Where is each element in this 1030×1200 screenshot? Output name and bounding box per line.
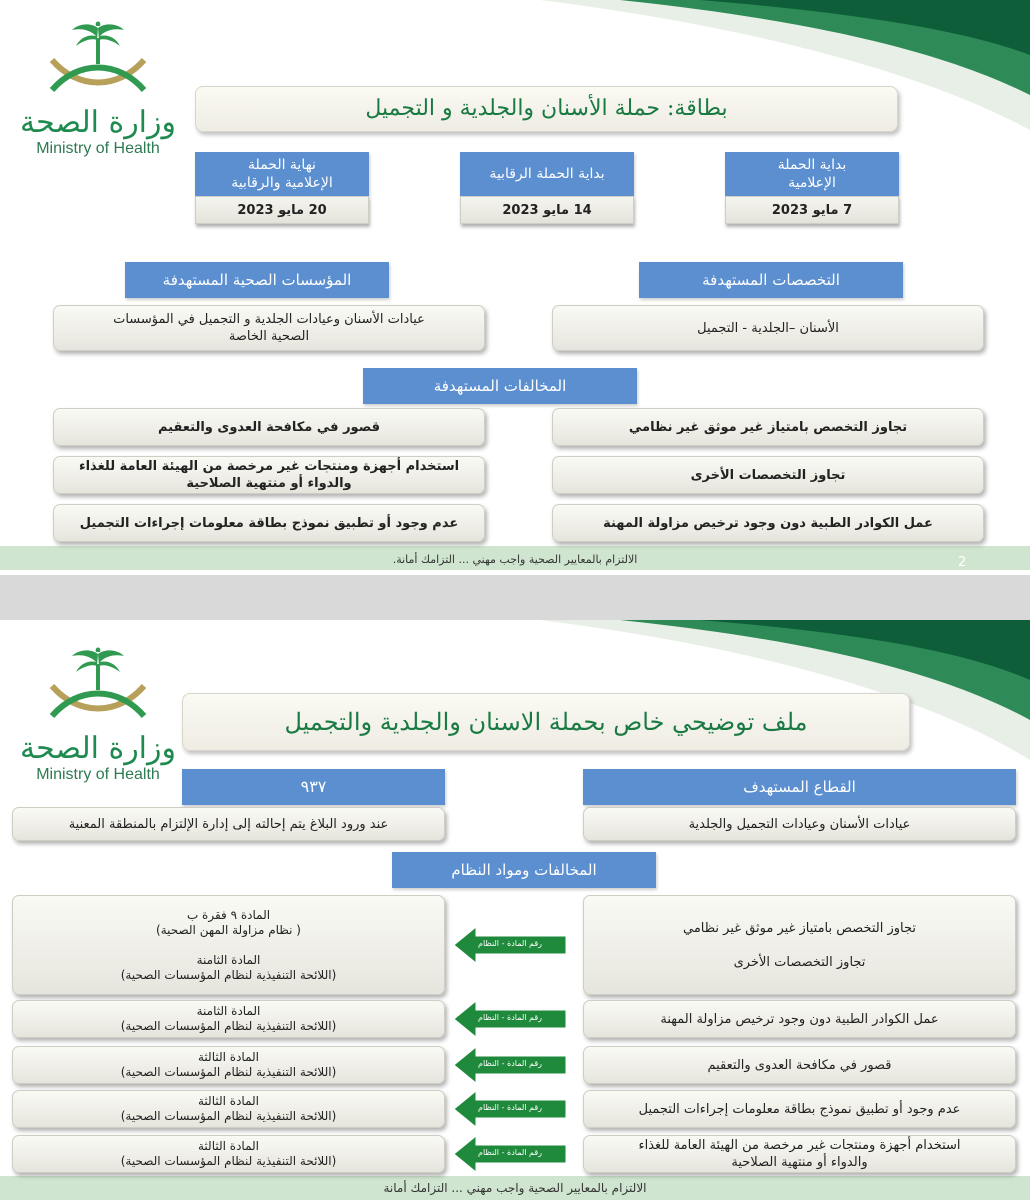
- target-sector-value: عيادات الأسنان وعيادات التجميل والجلدية: [583, 807, 1016, 841]
- footer-slogan: الالتزام بالمعايير الصحية واجب مهني ... التزامك أمانة.: [392, 553, 638, 566]
- target-facilities-line: عيادات الأسنان وعيادات الجلدية و التجميل في المؤسسات: [113, 312, 425, 327]
- target-facilities-lines: [113, 311, 425, 345]
- article-item-line: المادة الثامنة: [196, 952, 261, 967]
- violation-item: [53, 456, 485, 494]
- campaign-date-label: [725, 152, 899, 196]
- violation-item: [552, 456, 984, 494]
- target-facilities-line: الصحية الخاصة: [228, 329, 310, 344]
- article-item-line: المادة الثالثة: [197, 1094, 259, 1108]
- violation-item-line: تجاوز التخصص بامتياز غير موثق غير نظامي: [628, 419, 908, 435]
- article-item-lines: [121, 1004, 337, 1034]
- article-item-line: (اللائحة التنفيذية لنظام المؤسسات الصحية): [120, 1019, 337, 1033]
- logo-english-text: Ministry of Health: [36, 766, 160, 783]
- palm-swords-logo-icon: [38, 20, 158, 100]
- violation-item-lines: [638, 1137, 960, 1171]
- moh-logo: [18, 20, 178, 158]
- article-item-line: المادة الثامنة: [196, 1004, 261, 1018]
- campaign-date-label-lines: [231, 156, 333, 192]
- page-number: 2: [958, 555, 967, 570]
- palm-swords-logo-icon: [38, 646, 158, 726]
- violation-item-lines: [660, 1011, 938, 1028]
- slide-explanatory-file: [0, 620, 1030, 1200]
- violation-item-lines: [629, 419, 907, 436]
- slide-gap: [0, 575, 1030, 620]
- logo-english-text: Ministry of Health: [36, 140, 160, 157]
- violation-item-lines: [707, 1057, 891, 1074]
- article-item: [12, 1090, 445, 1128]
- footer-bar: [0, 1176, 1030, 1200]
- campaign-date-label-line: نهاية الحملة: [248, 157, 316, 173]
- campaign-date-value: 7 مايو 2023: [725, 196, 899, 224]
- violation-item: [583, 1046, 1016, 1084]
- violation-item-lines: [158, 419, 380, 436]
- campaign-date-label-line: بداية الحملة: [777, 157, 847, 173]
- violation-item-lines: [79, 458, 459, 492]
- campaign-date-label-lines: [778, 156, 846, 192]
- logo-arabic-text: وزارة الصحة: [20, 731, 176, 766]
- campaign-date-value: 20 مايو 2023: [195, 196, 369, 224]
- violation-item-line: استخدام أجهزة ومنتجات غير مرخصة من الهيئة العامة للغذاء: [78, 459, 460, 474]
- target-sector-header: القطاع المستهدف: [583, 769, 1016, 805]
- article-item-lines: [121, 908, 337, 983]
- article-item: [12, 1135, 445, 1173]
- article-item-line: (اللائحة التنفيذية لنظام المؤسسات الصحية): [120, 967, 337, 982]
- campaign-date-value: 14 مايو 2023: [460, 196, 634, 224]
- footer-slogan: الالتزام بالمعايير الصحية واجب مهني ... التزامك أمانة: [383, 1181, 647, 1195]
- article-item-line: (اللائحة التنفيذية لنظام المؤسسات الصحية): [120, 1109, 337, 1123]
- campaign-date-label-line: الإعلامية: [788, 175, 836, 191]
- article-item-line: المادة ٩ فقرة ب: [186, 907, 271, 922]
- violations-articles-header: المخالفات ومواد النظام: [392, 852, 656, 888]
- campaign-date-label-lines: [489, 165, 604, 183]
- arrow-label: رقم المادة - النظام: [478, 1148, 543, 1157]
- violation-item: [552, 408, 984, 446]
- article-item-line: ( نظام مزاولة المهن الصحية): [156, 922, 301, 937]
- logo-arabic-text: وزارة الصحة: [20, 105, 176, 140]
- article-item: [12, 895, 445, 995]
- article-item-lines: [121, 1094, 337, 1124]
- violation-item-line: قصور في مكافحة العدوى والتعقيم: [707, 1057, 892, 1073]
- violation-item-line: [683, 937, 916, 954]
- violation-item-line: قصور في مكافحة العدوى والتعقيم: [157, 419, 381, 435]
- violation-item-line: عمل الكوادر الطبية دون وجود ترخيص مزاولة المهنة: [603, 515, 933, 531]
- violation-item-line: تجاوز التخصصات الأخرى: [690, 467, 846, 483]
- violation-item-lines: [639, 1101, 961, 1118]
- arrow-label: رقم المادة - النظام: [478, 1013, 543, 1022]
- article-item: [12, 1046, 445, 1084]
- article-item-lines: [121, 1139, 337, 1169]
- arrow-label: رقم المادة - النظام: [478, 1103, 543, 1112]
- campaign-date-label-line: الإعلامية والرقابية: [231, 175, 333, 191]
- violation-item-line: تجاوز التخصصات الأخرى: [733, 954, 866, 970]
- violation-item-lines: [683, 920, 916, 971]
- violation-item: [583, 1000, 1016, 1038]
- target-facilities-value: [53, 305, 485, 351]
- campaign-date-label: [460, 152, 634, 196]
- hotline-value: عند ورود البلاغ يتم إحالته إلى إدارة الإلتزام بالمنطقة المعنية: [12, 807, 445, 841]
- violation-item-line: استخدام أجهزة ومنتجات غير مرخصة من الهيئة العامة للغذاء: [638, 1138, 961, 1153]
- moh-logo: [18, 646, 178, 784]
- campaign-date-label-line: بداية الحملة الرقابية: [489, 166, 605, 182]
- arrow-label: رقم المادة - النظام: [478, 1059, 543, 1068]
- violation-item: [53, 504, 485, 542]
- article-item-line: (اللائحة التنفيذية لنظام المؤسسات الصحية): [120, 1065, 337, 1079]
- card-title: بطاقة: حملة الأسنان والجلدية و التجميل: [195, 86, 898, 132]
- article-item-line: (اللائحة التنفيذية لنظام المؤسسات الصحية): [120, 1154, 337, 1168]
- article-item-line: [121, 938, 337, 953]
- article-item-line: المادة الثالثة: [197, 1050, 259, 1064]
- violation-item: [552, 504, 984, 542]
- file-title: ملف توضيحي خاص بحملة الاسنان والجلدية والتجميل: [182, 693, 910, 751]
- campaign-date-label: [195, 152, 369, 196]
- article-item-lines: [121, 1050, 337, 1080]
- violation-item: [583, 1135, 1016, 1173]
- violation-item-line: عمل الكوادر الطبية دون وجود ترخيص مزاولة المهنة: [660, 1011, 939, 1027]
- footer-bar: [0, 546, 1030, 570]
- article-item-line: المادة الثالثة: [197, 1139, 259, 1153]
- violation-item-lines: [80, 515, 458, 532]
- target-specialties-value: الأسنان –الجلدية - التجميل: [552, 305, 984, 351]
- violation-item-line: تجاوز التخصص بامتياز غير موثق غير نظامي: [683, 920, 917, 936]
- violations-header: المخالفات المستهدفة: [363, 368, 637, 404]
- target-specialties-header: التخصصات المستهدفة: [639, 262, 903, 298]
- hotline-header: ٩٣٧: [182, 769, 445, 805]
- violation-item: [583, 1090, 1016, 1128]
- article-item: [12, 1000, 445, 1038]
- violation-item-line: والدواء أو منتهية الصلاحية: [731, 1155, 868, 1170]
- slide-campaign-card: [0, 0, 1030, 575]
- violation-item-line: عدم وجود أو تطبيق نموذج بطاقة معلومات إجراءات التجميل: [638, 1101, 961, 1117]
- violation-item-line: عدم وجود أو تطبيق نموذج بطاقة معلومات إجراءات التجميل: [79, 515, 459, 531]
- violation-item-lines: [603, 515, 933, 532]
- arrow-label: رقم المادة - النظام: [478, 939, 543, 948]
- violation-item-line: والدواء أو منتهية الصلاحية: [186, 476, 352, 491]
- target-facilities-header: المؤسسات الصحية المستهدفة: [125, 262, 389, 298]
- violation-item-lines: [691, 467, 846, 484]
- violation-item: [583, 895, 1016, 995]
- violation-item: [53, 408, 485, 446]
